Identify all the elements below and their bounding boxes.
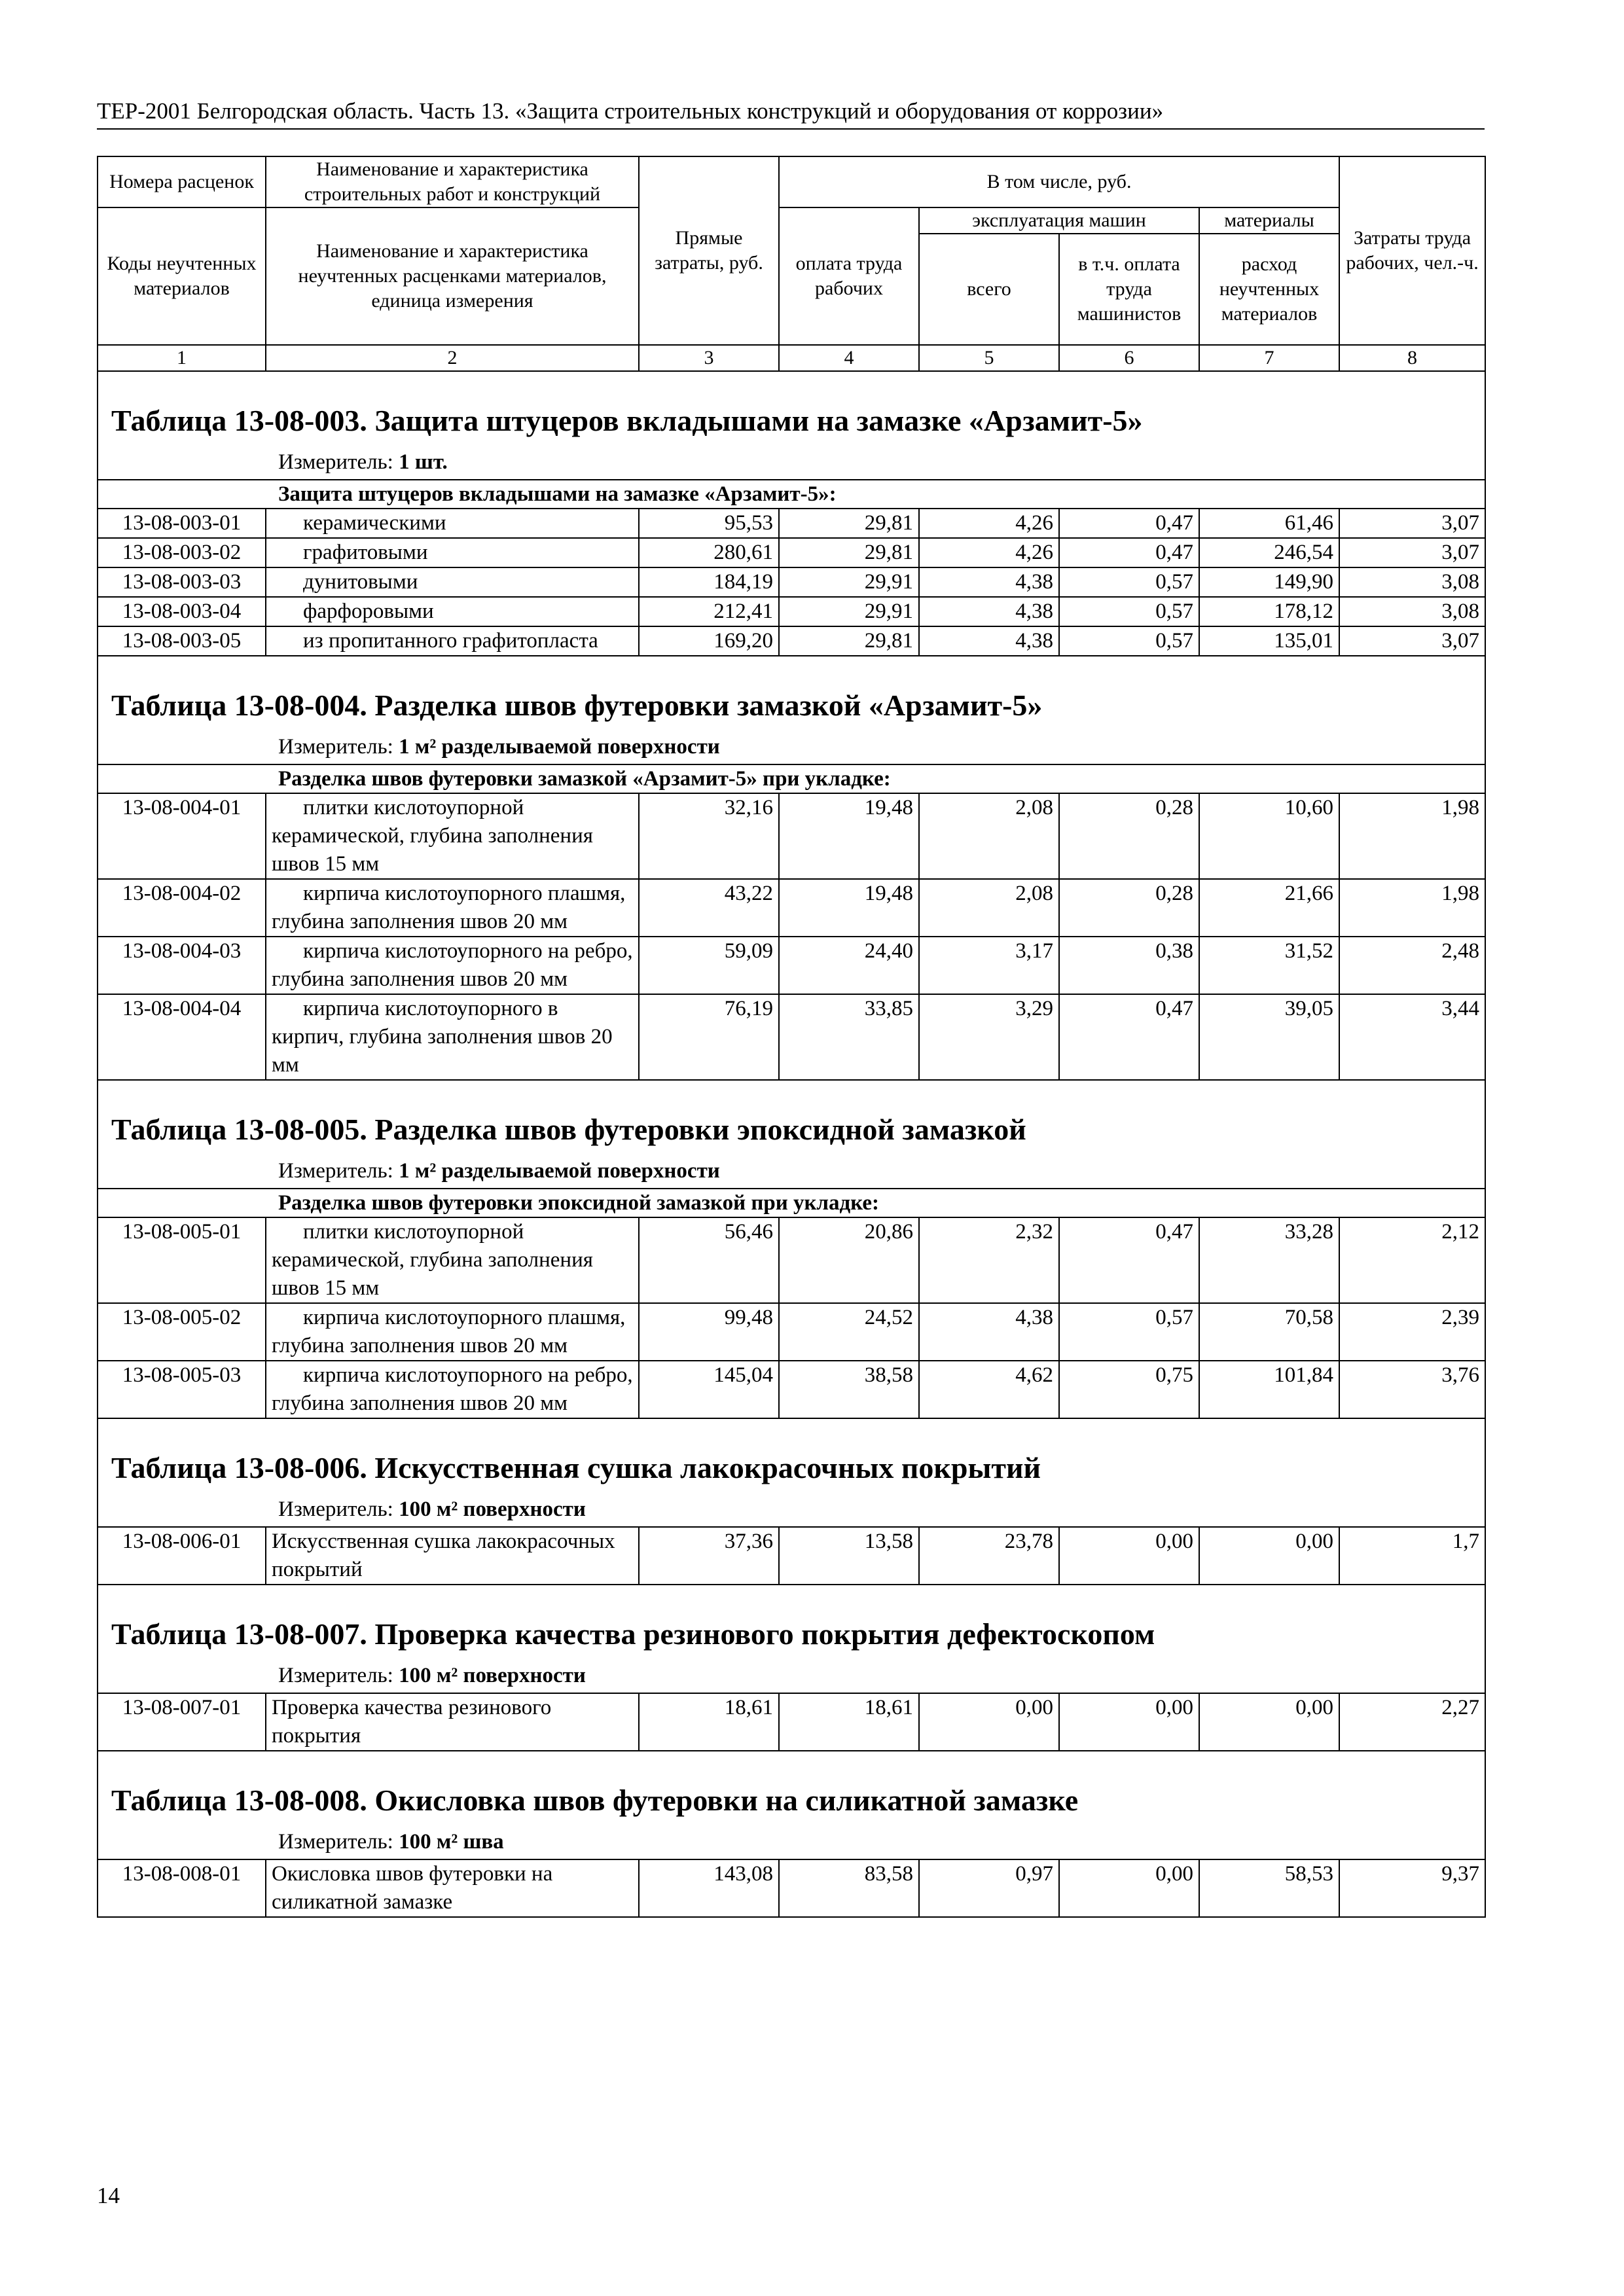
machines-total: 2,08 bbox=[919, 793, 1059, 879]
table-title-row bbox=[98, 1418, 1485, 1494]
work-name: фарфоровыми bbox=[266, 597, 639, 626]
labor-hours: 1,7 bbox=[1339, 1527, 1485, 1585]
table-row bbox=[98, 1859, 1485, 1917]
machines-total: 4,26 bbox=[919, 509, 1059, 538]
table-title: Таблица 13-08-003. Защита штуцеров вкладышами на замазке «Арзамит-5» bbox=[98, 371, 1485, 446]
machines-total: 4,62 bbox=[919, 1361, 1059, 1418]
work-name: кирпича кислотоупорного плашмя, глубина заполнения швов 20 мм bbox=[266, 879, 639, 937]
meter-label: Измеритель: bbox=[278, 1159, 393, 1183]
table-header bbox=[98, 156, 1485, 371]
work-name: Проверка качества резинового покрытия bbox=[266, 1693, 639, 1751]
table-row bbox=[98, 567, 1485, 597]
work-name: кирпича кислотоупорного на ребро, глубина заполнения швов 20 мм bbox=[266, 937, 639, 994]
table-title: Таблица 13-08-006. Искусственная сушка лакокрасочных покрытий bbox=[98, 1418, 1485, 1494]
worker-wage: 20,86 bbox=[779, 1217, 919, 1303]
worker-wage: 13,58 bbox=[779, 1527, 919, 1585]
col-num: 2 bbox=[266, 345, 639, 371]
worker-wage: 18,61 bbox=[779, 1693, 919, 1751]
meter-label: Измеритель: bbox=[278, 1498, 393, 1521]
labor-hours: 1,98 bbox=[1339, 793, 1485, 879]
head-machines-total: всего bbox=[919, 234, 1059, 345]
direct-cost: 169,20 bbox=[639, 626, 779, 656]
rate-code: 13-08-003-01 bbox=[98, 509, 266, 538]
rate-code: 13-08-007-01 bbox=[98, 1693, 266, 1751]
table-row bbox=[98, 509, 1485, 538]
direct-cost: 32,16 bbox=[639, 793, 779, 879]
head-machines-wage: в т.ч. оплата труда машинистов bbox=[1059, 234, 1199, 345]
running-header: ТЕР-2001 Белгородская область. Часть 13. «Защита строительных конструкций и оборудования от коррозии» bbox=[97, 98, 1485, 130]
machinist-wage: 0,47 bbox=[1059, 538, 1199, 567]
col-num: 1 bbox=[98, 345, 266, 371]
meter bbox=[98, 1494, 1485, 1527]
materials-cost: 39,05 bbox=[1199, 994, 1339, 1080]
work-name: из пропитанного графитопласта bbox=[266, 626, 639, 656]
work-name: плитки кислотоупорной керамической, глубина заполнения швов 15 мм bbox=[266, 793, 639, 879]
head-direct: Прямые затраты, руб. bbox=[639, 156, 779, 345]
table-row bbox=[98, 597, 1485, 626]
direct-cost: 143,08 bbox=[639, 1859, 779, 1917]
head-code-bottom: Коды неучтенных материалов bbox=[98, 207, 266, 345]
rate-code: 13-08-003-02 bbox=[98, 538, 266, 567]
machinist-wage: 0,57 bbox=[1059, 1303, 1199, 1361]
labor-hours: 3,07 bbox=[1339, 509, 1485, 538]
head-name-bottom: Наименование и характеристика неучтенных расценками материалов, единица измерения bbox=[266, 207, 639, 345]
head-wage: оплата труда рабочих bbox=[779, 207, 919, 345]
col-num: 6 bbox=[1059, 345, 1199, 371]
machinist-wage: 0,38 bbox=[1059, 937, 1199, 994]
direct-cost: 18,61 bbox=[639, 1693, 779, 1751]
table-title: Таблица 13-08-004. Разделка швов футеровки замазкой «Арзамит-5» bbox=[98, 656, 1485, 731]
materials-cost: 0,00 bbox=[1199, 1527, 1339, 1585]
section-heading: Разделка швов футеровки эпоксидной замазкой при укладке: bbox=[98, 1189, 1485, 1217]
rate-code: 13-08-003-05 bbox=[98, 626, 266, 656]
direct-cost: 59,09 bbox=[639, 937, 779, 994]
col-num: 7 bbox=[1199, 345, 1339, 371]
direct-cost: 37,36 bbox=[639, 1527, 779, 1585]
worker-wage: 38,58 bbox=[779, 1361, 919, 1418]
machines-total: 4,38 bbox=[919, 1303, 1059, 1361]
worker-wage: 24,40 bbox=[779, 937, 919, 994]
machinist-wage: 0,75 bbox=[1059, 1361, 1199, 1418]
worker-wage: 29,81 bbox=[779, 626, 919, 656]
work-name: кирпича кислотоупорного плашмя, глубина заполнения швов 20 мм bbox=[266, 1303, 639, 1361]
work-name: плитки кислотоупорной керамической, глубина заполнения швов 15 мм bbox=[266, 1217, 639, 1303]
table-row bbox=[98, 793, 1485, 879]
machinist-wage: 0,00 bbox=[1059, 1693, 1199, 1751]
meter-row bbox=[98, 1494, 1485, 1527]
table-title-row bbox=[98, 1585, 1485, 1660]
meter-row bbox=[98, 1826, 1485, 1859]
machines-total: 4,26 bbox=[919, 538, 1059, 567]
direct-cost: 280,61 bbox=[639, 538, 779, 567]
section-row bbox=[98, 1189, 1485, 1217]
worker-wage: 19,48 bbox=[779, 793, 919, 879]
meter-row bbox=[98, 731, 1485, 764]
meter bbox=[98, 731, 1485, 764]
page-number: 14 bbox=[97, 2183, 120, 2208]
table-title-row bbox=[98, 371, 1485, 446]
table-title-row bbox=[98, 1751, 1485, 1826]
head-labor: Затраты труда рабочих, чел.-ч. bbox=[1339, 156, 1485, 345]
materials-cost: 33,28 bbox=[1199, 1217, 1339, 1303]
direct-cost: 184,19 bbox=[639, 567, 779, 597]
meter-value: 100 м² поверхности bbox=[399, 1664, 586, 1687]
rate-code: 13-08-006-01 bbox=[98, 1527, 266, 1585]
work-name: графитовыми bbox=[266, 538, 639, 567]
table-title-row bbox=[98, 1080, 1485, 1155]
machinist-wage: 0,47 bbox=[1059, 1217, 1199, 1303]
work-name: кирпича кислотоупорного в кирпич, глубина заполнения швов 20 мм bbox=[266, 994, 639, 1080]
materials-cost: 21,66 bbox=[1199, 879, 1339, 937]
table-row bbox=[98, 1527, 1485, 1585]
table-title: Таблица 13-08-008. Окисловка швов футеровки на силикатной замазке bbox=[98, 1751, 1485, 1826]
meter-value: 1 м² разделываемой поверхности bbox=[399, 735, 720, 759]
rate-code: 13-08-004-04 bbox=[98, 994, 266, 1080]
meter-row bbox=[98, 446, 1485, 480]
table-row bbox=[98, 994, 1485, 1080]
materials-cost: 178,12 bbox=[1199, 597, 1339, 626]
labor-hours: 9,37 bbox=[1339, 1859, 1485, 1917]
table-row bbox=[98, 879, 1485, 937]
table-title: Таблица 13-08-005. Разделка швов футеровки эпоксидной замазкой bbox=[98, 1080, 1485, 1155]
meter bbox=[98, 1660, 1485, 1693]
labor-hours: 2,48 bbox=[1339, 937, 1485, 994]
materials-cost: 58,53 bbox=[1199, 1859, 1339, 1917]
rate-code: 13-08-005-01 bbox=[98, 1217, 266, 1303]
meter-label: Измеритель: bbox=[278, 1830, 393, 1854]
col-num: 5 bbox=[919, 345, 1059, 371]
table-title: Таблица 13-08-007. Проверка качества резинового покрытия дефектоскопом bbox=[98, 1585, 1485, 1660]
table-row bbox=[98, 538, 1485, 567]
work-name: Окисловка швов футеровки на силикатной замазке bbox=[266, 1859, 639, 1917]
machinist-wage: 0,28 bbox=[1059, 879, 1199, 937]
table-row bbox=[98, 937, 1485, 994]
labor-hours: 2,39 bbox=[1339, 1303, 1485, 1361]
head-name-top: Наименование и характеристика строительных работ и конструкций bbox=[266, 156, 639, 207]
meter bbox=[98, 1155, 1485, 1189]
machines-total: 23,78 bbox=[919, 1527, 1059, 1585]
rate-code: 13-08-004-03 bbox=[98, 937, 266, 994]
materials-cost: 70,58 bbox=[1199, 1303, 1339, 1361]
head-materials-unaccounted: расход неучтенных материалов bbox=[1199, 234, 1339, 345]
table-row bbox=[98, 1693, 1485, 1751]
labor-hours: 2,12 bbox=[1339, 1217, 1485, 1303]
meter-value: 100 м² поверхности bbox=[399, 1498, 586, 1521]
machinist-wage: 0,28 bbox=[1059, 793, 1199, 879]
direct-cost: 212,41 bbox=[639, 597, 779, 626]
worker-wage: 29,81 bbox=[779, 538, 919, 567]
table-title-row bbox=[98, 656, 1485, 731]
machines-total: 3,29 bbox=[919, 994, 1059, 1080]
worker-wage: 29,91 bbox=[779, 597, 919, 626]
meter bbox=[98, 1826, 1485, 1859]
table-row bbox=[98, 1361, 1485, 1418]
materials-cost: 0,00 bbox=[1199, 1693, 1339, 1751]
table-row bbox=[98, 1217, 1485, 1303]
meter-value: 1 шт. bbox=[399, 450, 448, 474]
labor-hours: 3,07 bbox=[1339, 626, 1485, 656]
section-row bbox=[98, 480, 1485, 509]
machines-total: 3,17 bbox=[919, 937, 1059, 994]
work-name: кирпича кислотоупорного на ребро, глубина заполнения швов 20 мм bbox=[266, 1361, 639, 1418]
price-table bbox=[97, 156, 1486, 1918]
direct-cost: 145,04 bbox=[639, 1361, 779, 1418]
rate-code: 13-08-005-02 bbox=[98, 1303, 266, 1361]
machinist-wage: 0,00 bbox=[1059, 1859, 1199, 1917]
rate-code: 13-08-003-04 bbox=[98, 597, 266, 626]
materials-cost: 101,84 bbox=[1199, 1361, 1339, 1418]
materials-cost: 135,01 bbox=[1199, 626, 1339, 656]
labor-hours: 1,98 bbox=[1339, 879, 1485, 937]
meter-label: Измеритель: bbox=[278, 1664, 393, 1687]
machinist-wage: 0,47 bbox=[1059, 509, 1199, 538]
machines-total: 2,08 bbox=[919, 879, 1059, 937]
work-name: дунитовыми bbox=[266, 567, 639, 597]
labor-hours: 3,08 bbox=[1339, 567, 1485, 597]
worker-wage: 24,52 bbox=[779, 1303, 919, 1361]
direct-cost: 99,48 bbox=[639, 1303, 779, 1361]
machines-total: 2,32 bbox=[919, 1217, 1059, 1303]
materials-cost: 149,90 bbox=[1199, 567, 1339, 597]
labor-hours: 3,08 bbox=[1339, 597, 1485, 626]
meter-label: Измеритель: bbox=[278, 450, 393, 474]
meter-row bbox=[98, 1155, 1485, 1189]
machinist-wage: 0,57 bbox=[1059, 567, 1199, 597]
worker-wage: 33,85 bbox=[779, 994, 919, 1080]
direct-cost: 95,53 bbox=[639, 509, 779, 538]
section-row bbox=[98, 764, 1485, 793]
worker-wage: 29,91 bbox=[779, 567, 919, 597]
rate-code: 13-08-003-03 bbox=[98, 567, 266, 597]
materials-cost: 31,52 bbox=[1199, 937, 1339, 994]
machines-total: 0,97 bbox=[919, 1859, 1059, 1917]
direct-cost: 56,46 bbox=[639, 1217, 779, 1303]
meter-row bbox=[98, 1660, 1485, 1693]
machines-total: 4,38 bbox=[919, 626, 1059, 656]
machinist-wage: 0,57 bbox=[1059, 597, 1199, 626]
rate-code: 13-08-008-01 bbox=[98, 1859, 266, 1917]
table-body bbox=[98, 371, 1485, 1917]
materials-cost: 61,46 bbox=[1199, 509, 1339, 538]
labor-hours: 2,27 bbox=[1339, 1693, 1485, 1751]
meter bbox=[98, 446, 1485, 480]
rate-code: 13-08-004-02 bbox=[98, 879, 266, 937]
table-row bbox=[98, 626, 1485, 656]
direct-cost: 43,22 bbox=[639, 879, 779, 937]
section-heading: Защита штуцеров вкладышами на замазке «Арзамит-5»: bbox=[98, 480, 1485, 509]
col-num: 3 bbox=[639, 345, 779, 371]
col-num: 4 bbox=[779, 345, 919, 371]
table-row bbox=[98, 1303, 1485, 1361]
labor-hours: 3,44 bbox=[1339, 994, 1485, 1080]
head-code-top: Номера расценок bbox=[98, 156, 266, 207]
worker-wage: 29,81 bbox=[779, 509, 919, 538]
section-heading: Разделка швов футеровки замазкой «Арзамит-5» при укладке: bbox=[98, 764, 1485, 793]
machines-total: 0,00 bbox=[919, 1693, 1059, 1751]
col-num: 8 bbox=[1339, 345, 1485, 371]
head-machines: эксплуатация машин bbox=[919, 207, 1199, 234]
head-incl: В том числе, руб. bbox=[779, 156, 1339, 207]
head-materials: материалы bbox=[1199, 207, 1339, 234]
machines-total: 4,38 bbox=[919, 597, 1059, 626]
materials-cost: 246,54 bbox=[1199, 538, 1339, 567]
machinist-wage: 0,47 bbox=[1059, 994, 1199, 1080]
machinist-wage: 0,57 bbox=[1059, 626, 1199, 656]
worker-wage: 83,58 bbox=[779, 1859, 919, 1917]
machines-total: 4,38 bbox=[919, 567, 1059, 597]
worker-wage: 19,48 bbox=[779, 879, 919, 937]
direct-cost: 76,19 bbox=[639, 994, 779, 1080]
materials-cost: 10,60 bbox=[1199, 793, 1339, 879]
meter-label: Измеритель: bbox=[278, 735, 393, 759]
work-name: Искусственная сушка лакокрасочных покрытий bbox=[266, 1527, 639, 1585]
labor-hours: 3,07 bbox=[1339, 538, 1485, 567]
rate-code: 13-08-005-03 bbox=[98, 1361, 266, 1418]
meter-value: 1 м² разделываемой поверхности bbox=[399, 1159, 720, 1183]
meter-value: 100 м² шва bbox=[399, 1830, 504, 1854]
rate-code: 13-08-004-01 bbox=[98, 793, 266, 879]
labor-hours: 3,76 bbox=[1339, 1361, 1485, 1418]
machinist-wage: 0,00 bbox=[1059, 1527, 1199, 1585]
work-name: керамическими bbox=[266, 509, 639, 538]
